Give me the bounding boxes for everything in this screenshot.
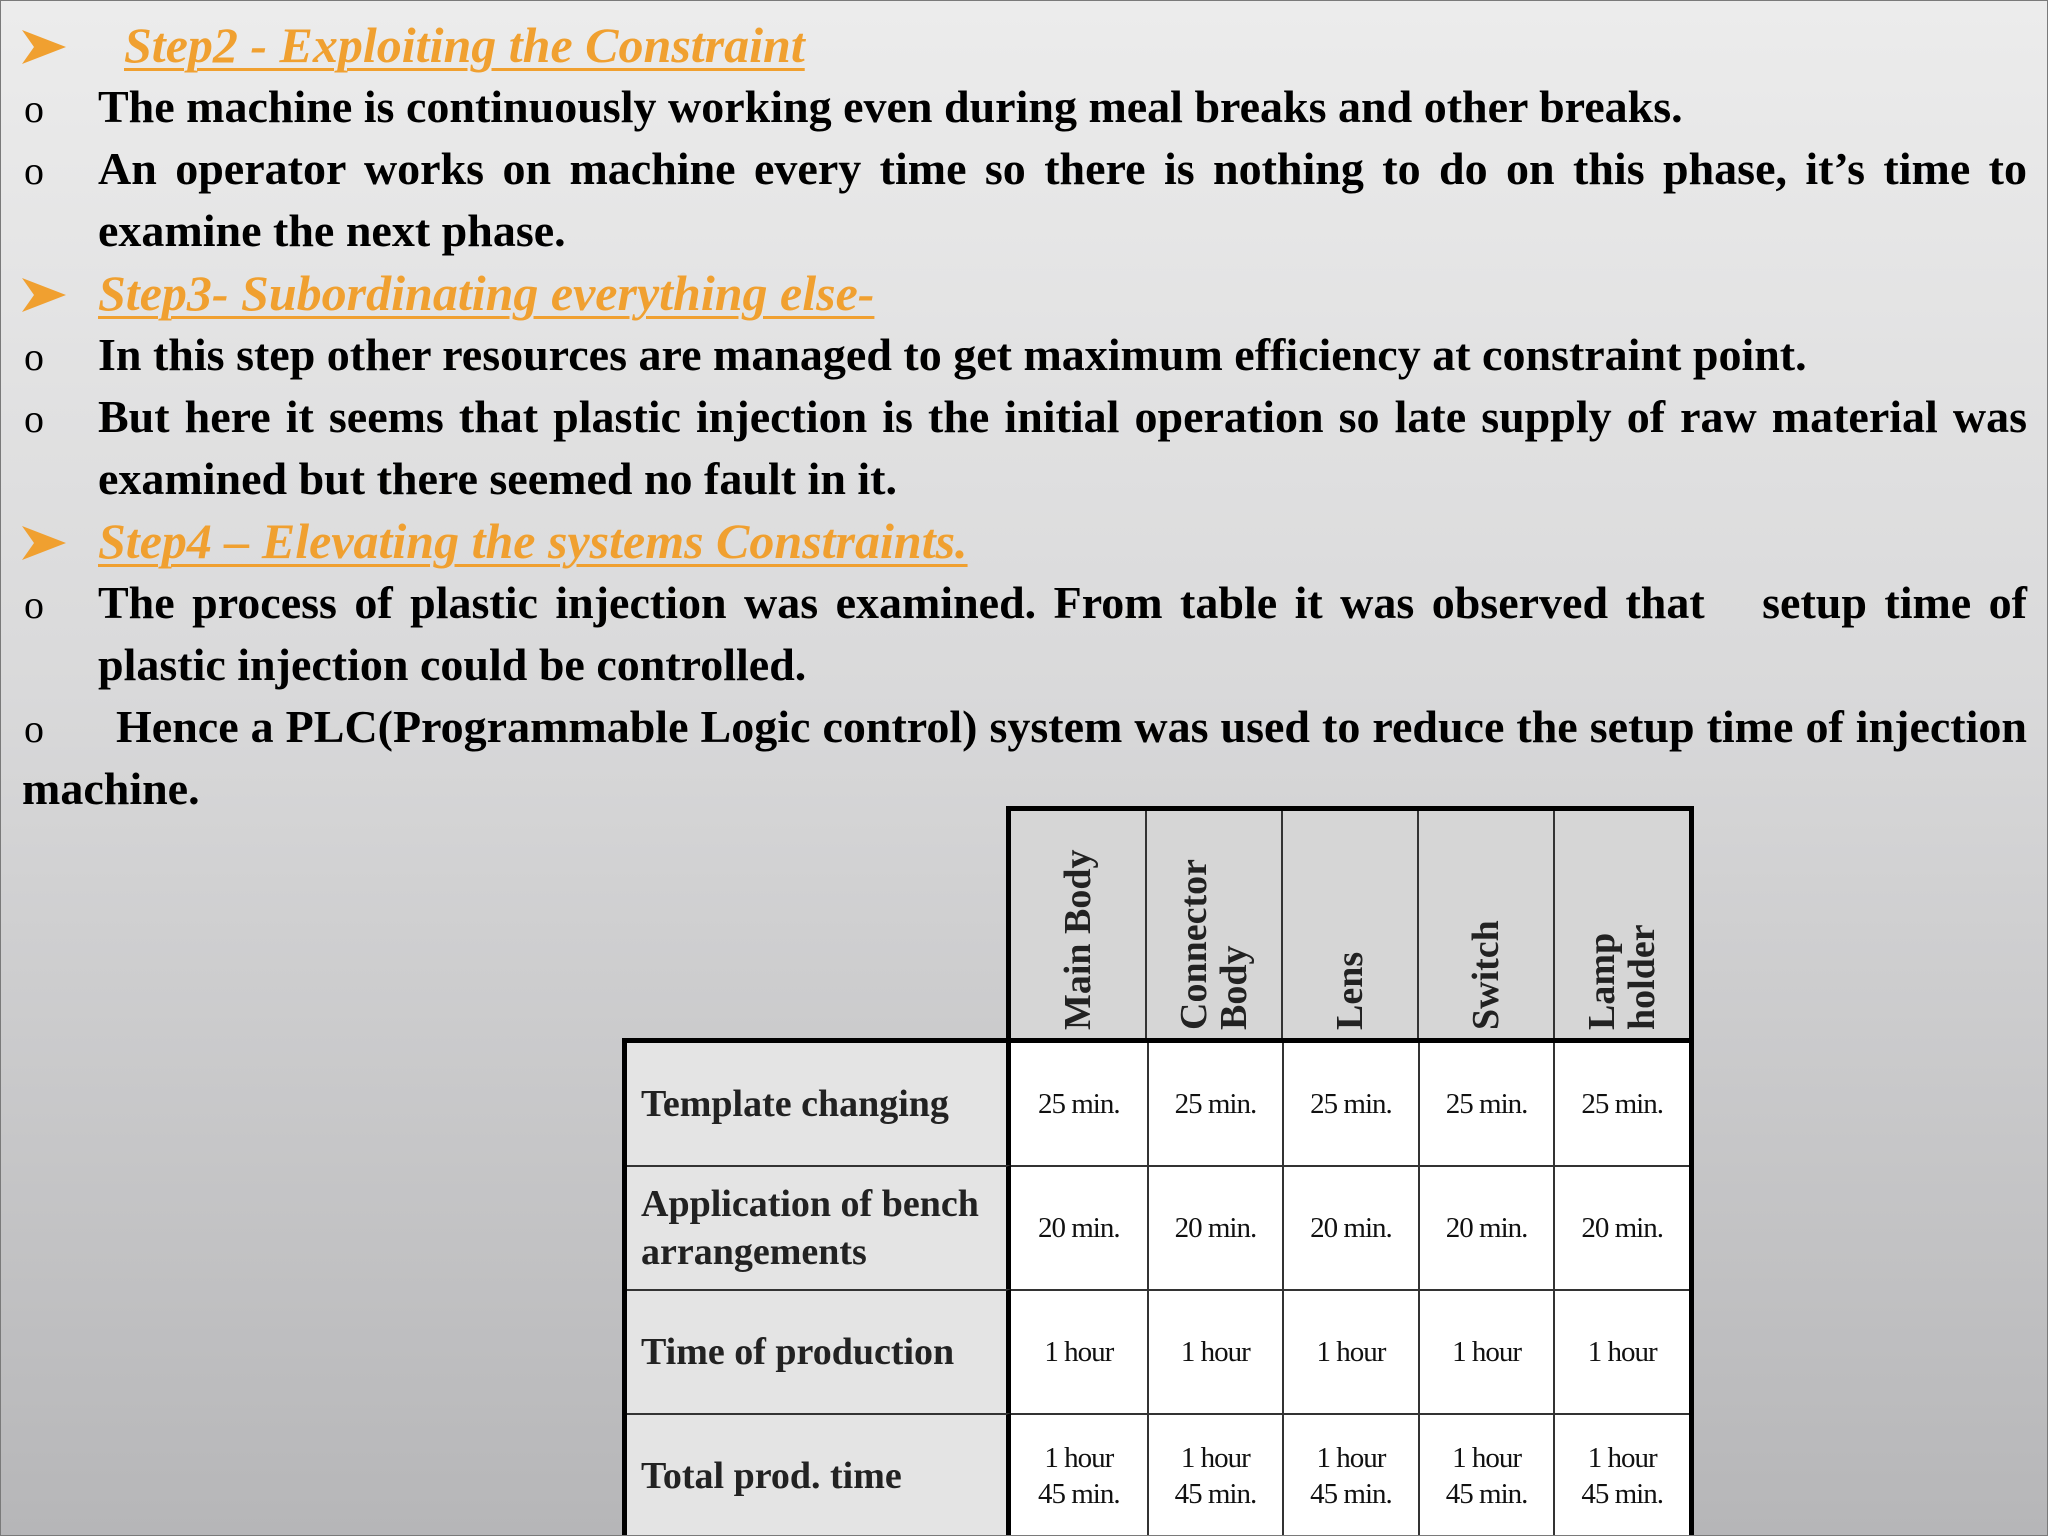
heading-text: Step3- Subordinating everything else- [98,265,875,321]
column-header-text: Lens [1329,951,1371,1030]
bullet-item [22,386,2027,510]
column-header [1011,811,1145,1038]
bullet-item [22,572,2027,696]
column-header-text: Lamp holder [1581,924,1663,1030]
column-header-text: Connector Body [1173,859,1255,1030]
bullet-item [22,138,2027,262]
table-cell: 25 min. [1418,1043,1554,1165]
table-cell: 1 hour [1418,1289,1554,1413]
circle-bullet-icon: o [24,396,44,441]
bullet-item [22,324,2027,386]
bullet-text: The process of plastic injection was examined. From table it was observed that [98,577,1705,628]
arrow-bullet-icon [22,278,66,312]
section-heading-step3 [22,262,2027,324]
table-cell: 1 hour 45 min. [1011,1413,1147,1536]
table-cell: 1 hour [1011,1289,1147,1413]
circle-bullet-icon: o [24,148,44,193]
column-header [1281,811,1417,1038]
heading-text: Step4 – Elevating the systems Constraints. [98,513,968,569]
bullet-item [22,76,2027,138]
circle-bullet-icon: o [24,86,44,131]
circle-bullet-icon: o [24,582,44,627]
circle-bullet-icon: o [24,334,44,379]
column-header [1145,811,1281,1038]
table-body [622,1038,1694,1536]
table-cell: 1 hour 45 min. [1147,1413,1283,1536]
bullet-text-continued: setup time of plastic injection could be controlled. [98,577,2027,690]
row-header: Application of bench arrangements [627,1165,1011,1289]
slide-body [22,14,2027,820]
bullet-text: In this step other resources are managed to get maximum efficiency at constraint point. [98,329,1807,380]
table-cell: 1 hour [1553,1289,1689,1413]
table-cell: 1 hour [1282,1289,1418,1413]
table-cell: 25 min. [1282,1043,1418,1165]
table-cell: 20 min. [1011,1165,1147,1289]
arrow-bullet-icon [22,526,66,560]
section-heading-step2 [22,14,2027,76]
bullet-item [22,696,2027,820]
section-heading-step4 [22,510,2027,572]
table-cell: 1 hour [1147,1289,1283,1413]
bullet-text: But here it seems that plastic injection is the initial operation so late supply of raw material was examined but there seemed no fault in it. [98,391,2027,504]
row-header: Total prod. time [627,1413,1011,1536]
bullet-text: The machine is continuously working even during meal breaks and other breaks. [98,81,1683,132]
table-cell: 25 min. [1553,1043,1689,1165]
row-header: Time of production [627,1289,1011,1413]
table-cell: 1 hour 45 min. [1553,1413,1689,1536]
column-header [1553,811,1689,1038]
column-header [1417,811,1553,1038]
setup-time-table [622,806,1694,1536]
row-header: Template changing [627,1043,1011,1165]
column-header-text: Switch [1465,920,1507,1030]
table-cell: 25 min. [1011,1043,1147,1165]
circle-bullet-icon: o [24,706,44,751]
table-cell: 20 min. [1147,1165,1283,1289]
table-cell: 1 hour 45 min. [1282,1413,1418,1536]
heading-text: Step2 - Exploiting the Constraint [124,17,805,73]
bullet-text: Hence a PLC(Programmable Logic control) system was used to reduce the setup time of injection machine. [22,701,2027,814]
column-header-text: Main Body [1057,849,1099,1030]
table-cell: 25 min. [1147,1043,1283,1165]
table-cell: 20 min. [1418,1165,1554,1289]
arrow-bullet-icon [22,30,66,64]
bullet-text: An operator works on machine every time so there is nothing to do on this phase, it’s time to examine the next phase. [98,143,2027,256]
table-column-headers [1006,806,1694,1038]
table-cell: 20 min. [1553,1165,1689,1289]
table-cell: 1 hour 45 min. [1418,1413,1554,1536]
table-cell: 20 min. [1282,1165,1418,1289]
